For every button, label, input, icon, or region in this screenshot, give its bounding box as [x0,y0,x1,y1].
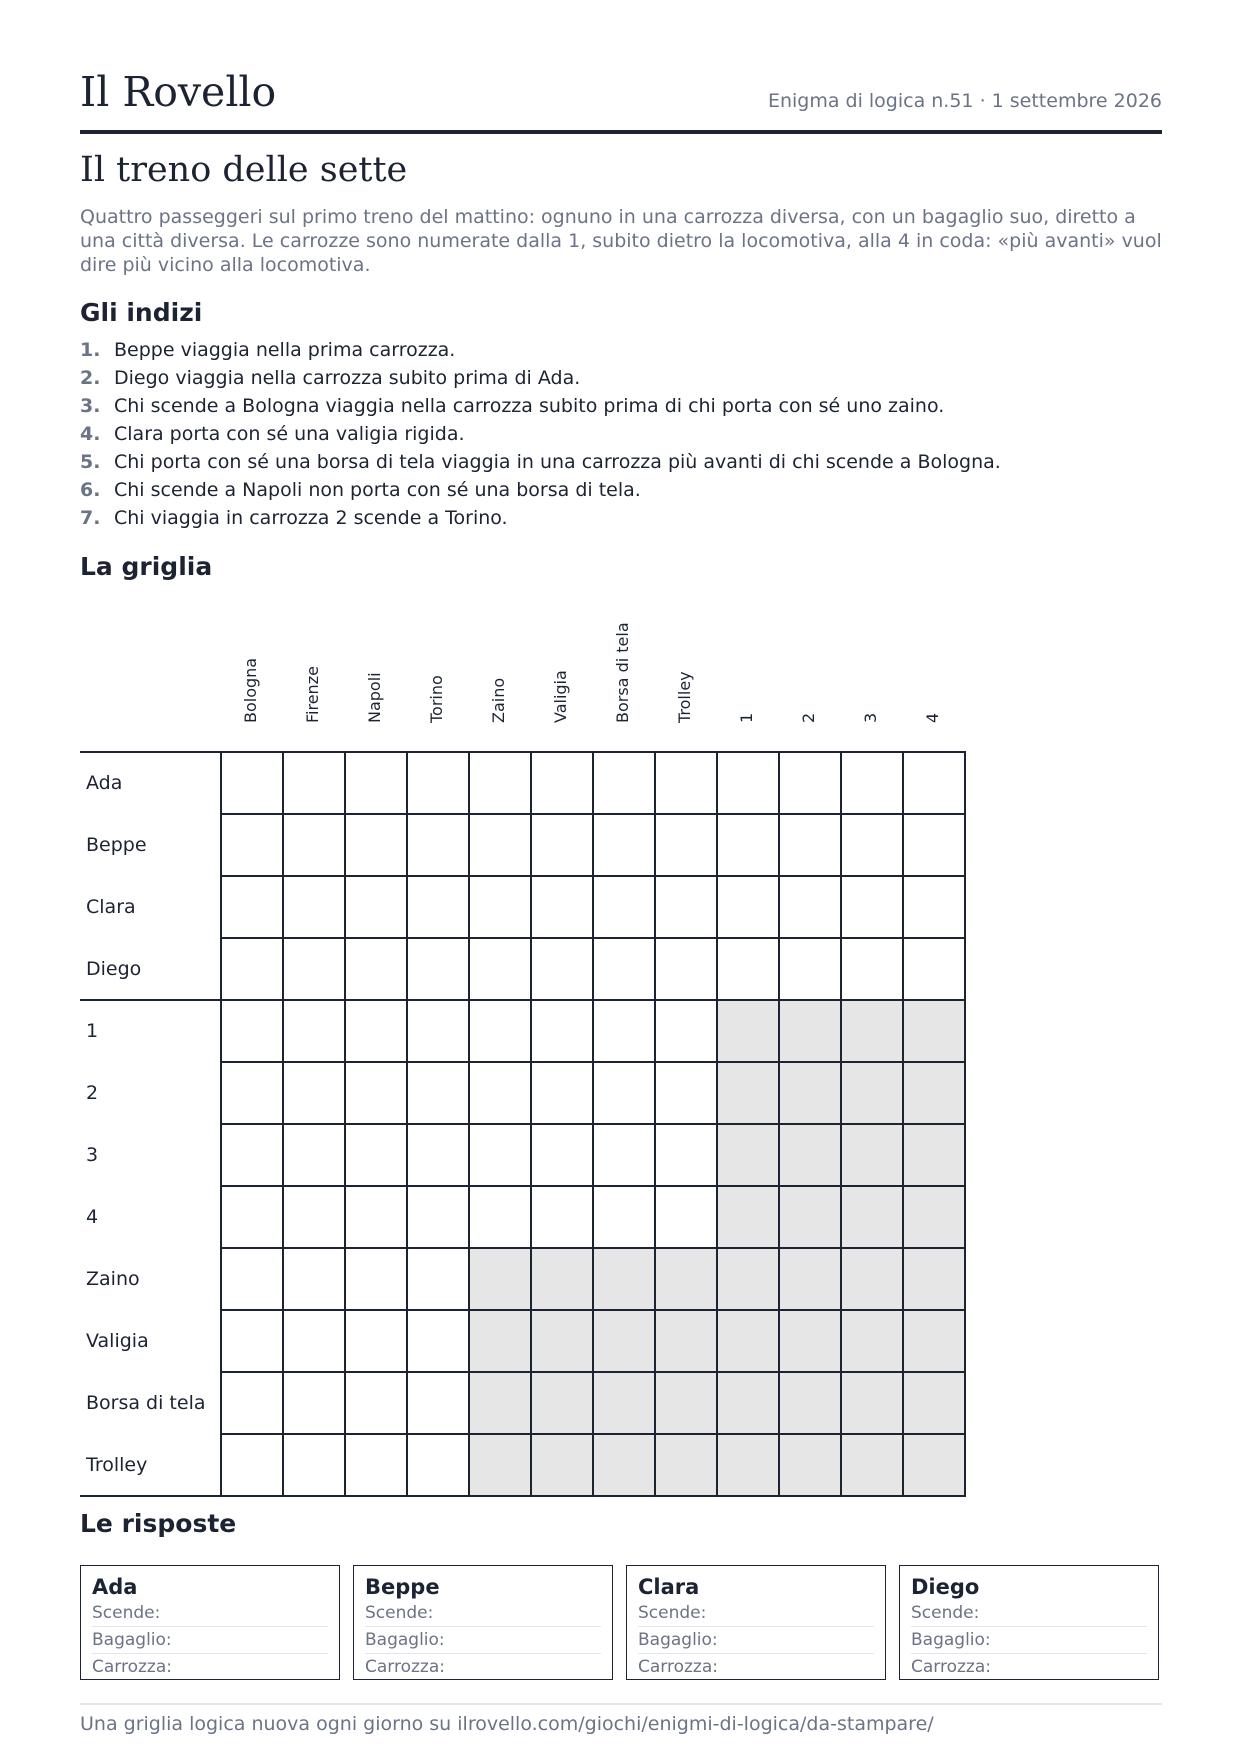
clue-item [80,476,1001,504]
answer-name: Diego [911,1575,980,1599]
row-header: Ada [86,772,123,794]
column-header [407,632,469,752]
grid-cell[interactable] [593,814,655,876]
grid-cell[interactable] [407,752,469,814]
clue-number: 3. [80,395,101,417]
answer-card [899,1565,1159,1680]
grid-cell[interactable] [221,876,283,938]
answers-heading: Le risposte [80,1509,237,1538]
grid-cell[interactable] [593,1000,655,1062]
grid-cell[interactable] [221,1434,283,1496]
grid-cell-blocked [779,1000,841,1062]
grid-cell[interactable] [407,938,469,1000]
column-header-label: Bologna [241,657,260,723]
clue-number: 5. [80,451,101,473]
column-header [655,632,717,752]
grid-cell-blocked [717,1062,779,1124]
grid-cell[interactable] [345,1000,407,1062]
grid-cell-blocked [779,1310,841,1372]
grid-cell[interactable] [283,1434,345,1496]
row-header: 2 [86,1082,99,1104]
grid-cell-blocked [717,1186,779,1248]
grid-cell-blocked [655,1372,717,1434]
grid-cell-blocked [717,1124,779,1186]
grid-cell-blocked [841,1000,903,1062]
grid-cell[interactable] [841,876,903,938]
grid-cell[interactable] [531,1000,593,1062]
clue-item [80,448,1001,476]
grid-cell[interactable] [221,752,283,814]
grid-cell[interactable] [469,1186,531,1248]
grid-cell[interactable] [469,876,531,938]
grid-cell-blocked [655,1310,717,1372]
grid-cell[interactable] [221,814,283,876]
column-header [841,632,903,752]
grid-cell-blocked [841,1186,903,1248]
grid-cell-blocked [779,1248,841,1310]
grid-cell[interactable] [283,1000,345,1062]
grid-cell[interactable] [221,1372,283,1434]
grid-cell[interactable] [407,1434,469,1496]
masthead [80,68,1162,134]
grid-cell[interactable] [345,938,407,1000]
grid-cell[interactable] [655,752,717,814]
grid-cell[interactable] [841,938,903,1000]
grid-divider [80,999,221,1001]
grid-cell[interactable] [593,1062,655,1124]
column-header-label: Zaino [489,677,508,723]
column-header [779,632,841,752]
grid-cell-blocked [593,1248,655,1310]
grid-cell[interactable] [779,938,841,1000]
row-header: 3 [86,1144,99,1166]
grid-cell-blocked [717,1248,779,1310]
grid-cell[interactable] [593,1186,655,1248]
grid-cell[interactable] [407,1000,469,1062]
grid-cell-blocked [531,1310,593,1372]
footer-note: Una griglia logica nuova ogni giorno su ilrovello.com/giochi/enigmi-di-logica/da-stampare/ [80,1703,1162,1739]
grid-cell[interactable] [469,938,531,1000]
grid-cell[interactable] [283,938,345,1000]
grid-cell[interactable] [407,1310,469,1372]
column-header [903,632,965,752]
answer-field[interactable]: Scende: [638,1600,874,1627]
grid-cell[interactable] [407,1248,469,1310]
grid-cell[interactable] [345,1434,407,1496]
grid-cell-blocked [531,1434,593,1496]
row-header: Borsa di tela [86,1392,206,1414]
grid-cell[interactable] [593,876,655,938]
answer-card [626,1565,886,1680]
grid-cell-blocked [841,1310,903,1372]
grid-cell[interactable] [221,1000,283,1062]
grid-cell[interactable] [283,814,345,876]
grid-cell[interactable] [903,876,965,938]
grid-cell-blocked [841,1062,903,1124]
answer-field[interactable]: Bagaglio: [365,1627,601,1654]
column-header-label: Napoli [365,672,384,723]
row-header: Clara [86,896,136,918]
column-header-label: 2 [799,712,818,723]
brand-logo: Il Rovello [80,68,277,116]
grid-cell[interactable] [283,1372,345,1434]
issue-info: Enigma di logica n.51 · 1 settembre 2026 [767,90,1162,112]
grid-cell[interactable] [717,876,779,938]
answer-field[interactable]: Scende: [911,1600,1147,1627]
grid-cell[interactable] [655,938,717,1000]
column-header-label: Trolley [675,671,694,723]
grid-cell[interactable] [283,1124,345,1186]
grid-cell-blocked [469,1434,531,1496]
grid-cell[interactable] [717,752,779,814]
grid-cell[interactable] [655,814,717,876]
grid-cell[interactable] [531,1186,593,1248]
answer-name: Ada [92,1575,138,1599]
grid-cell[interactable] [345,814,407,876]
grid-cell-blocked [655,1434,717,1496]
grid-cell[interactable] [345,752,407,814]
grid-cell[interactable] [469,752,531,814]
grid-cell-blocked [655,1248,717,1310]
grid-cell[interactable] [221,1062,283,1124]
puzzle-intro: Quattro passeggeri sul primo treno del mattino: ognuno in una carrozza diversa, con un bagaglio suo, diretto a una città diversa. Le carrozze sono numerate dalla 1, subito dietro la locomotiva, alla 4 in coda: «più avanti» vuol dire più vicino alla locomotiva. [80,206,1162,276]
grid-cell[interactable] [469,814,531,876]
grid-cell[interactable] [717,814,779,876]
clue-text: Chi porta con sé una borsa di tela viaggia in una carrozza più avanti di chi scende a Bologna. [114,451,1001,473]
puzzle-title: Il treno delle sette [80,150,408,190]
grid-cell[interactable] [283,1248,345,1310]
grid-cell[interactable] [221,1124,283,1186]
grid-cell-blocked [903,1310,965,1372]
grid-cell[interactable] [345,1372,407,1434]
grid-cell[interactable] [655,1186,717,1248]
column-header-label: Torino [427,675,446,723]
grid-cell[interactable] [345,1310,407,1372]
grid-cell[interactable] [283,752,345,814]
row-header: Trolley [86,1454,148,1476]
grid-cell-blocked [779,1372,841,1434]
grid-cell-blocked [903,1000,965,1062]
grid-cell[interactable] [345,1186,407,1248]
grid-cell[interactable] [531,1062,593,1124]
grid-cell[interactable] [407,876,469,938]
answer-field[interactable]: Scende: [365,1600,601,1627]
grid-cell[interactable] [531,876,593,938]
grid-cell-blocked [717,1000,779,1062]
clue-number: 4. [80,423,101,445]
answer-field[interactable]: Carrozza: [365,1657,445,1677]
column-header [345,632,407,752]
clue-item [80,420,1001,448]
grid-cell[interactable] [903,752,965,814]
grid-cell[interactable] [407,814,469,876]
grid-cell[interactable] [531,814,593,876]
grid-cell[interactable] [593,938,655,1000]
column-header-label: Firenze [303,666,322,723]
row-header: 4 [86,1206,99,1228]
column-header-label: 3 [861,712,880,723]
grid-cell-blocked [531,1248,593,1310]
grid-cell[interactable] [655,1124,717,1186]
grid-cell-blocked [903,1248,965,1310]
grid-cell[interactable] [407,1372,469,1434]
clue-number: 1. [80,339,101,361]
grid-cell-blocked [593,1310,655,1372]
grid-cell[interactable] [345,876,407,938]
answer-field[interactable]: Bagaglio: [911,1627,1147,1654]
grid-cell-blocked [531,1372,593,1434]
grid-cell[interactable] [655,1000,717,1062]
answer-name: Clara [638,1575,700,1599]
grid-cell-blocked [469,1310,531,1372]
clue-number: 7. [80,507,101,529]
clue-item [80,364,1001,392]
row-header: Zaino [86,1268,140,1290]
column-header [221,632,283,752]
grid-cell-blocked [779,1124,841,1186]
grid-cell[interactable] [221,1310,283,1372]
grid-cell-blocked [779,1434,841,1496]
grid-cell[interactable] [469,1062,531,1124]
grid-cell-blocked [903,1186,965,1248]
row-header: 1 [86,1020,99,1042]
answer-field[interactable]: Scende: [92,1600,328,1627]
clue-text: Chi viaggia in carrozza 2 scende a Torino. [114,507,508,529]
grid-cell[interactable] [469,1000,531,1062]
clue-text: Chi scende a Bologna viaggia nella carrozza subito prima di chi porta con sé uno zaino. [114,395,945,417]
clue-text: Chi scende a Napoli non porta con sé una borsa di tela. [114,479,641,501]
column-header [717,632,779,752]
grid-cell[interactable] [283,1062,345,1124]
grid-cell-blocked [779,1186,841,1248]
clue-item [80,336,1001,364]
column-header [283,632,345,752]
grid-cell-blocked [903,1434,965,1496]
grid-cell[interactable] [283,1186,345,1248]
grid-cell[interactable] [593,752,655,814]
grid-cell[interactable] [221,938,283,1000]
clue-text: Clara porta con sé una valigia rigida. [114,423,465,445]
grid-cell[interactable] [407,1062,469,1124]
grid-cell[interactable] [345,1062,407,1124]
grid-cell-blocked [469,1372,531,1434]
row-header: Diego [86,958,142,980]
answer-card [353,1565,613,1680]
grid-cell-blocked [717,1434,779,1496]
grid-cell-blocked [903,1372,965,1434]
grid-cell-blocked [903,1062,965,1124]
grid-cell-blocked [593,1434,655,1496]
grid-cell-blocked [593,1372,655,1434]
grid-cell[interactable] [531,1124,593,1186]
column-header-label: 4 [923,712,942,723]
grid-cell[interactable] [655,1062,717,1124]
clue-number: 2. [80,367,101,389]
clue-item [80,504,1001,532]
grid-cell-blocked [779,1062,841,1124]
grid-cell-blocked [841,1124,903,1186]
clues-heading: Gli indizi [80,298,203,327]
grid-cell[interactable] [717,938,779,1000]
grid-cell[interactable] [283,876,345,938]
grid-cell[interactable] [345,1124,407,1186]
column-header [469,632,531,752]
grid-cell[interactable] [903,814,965,876]
column-header [593,622,655,752]
grid-cell[interactable] [345,1248,407,1310]
clue-list [80,336,1001,532]
answer-field[interactable]: Bagaglio: [638,1627,874,1654]
grid-cell[interactable] [841,814,903,876]
grid-cell-blocked [903,1124,965,1186]
column-header-label: Valigia [551,670,570,723]
grid-cell[interactable] [779,814,841,876]
grid-cell-blocked [841,1372,903,1434]
clue-number: 6. [80,479,101,501]
clue-item [80,392,1001,420]
grid-cell[interactable] [655,876,717,938]
column-header-label: Borsa di tela [613,622,632,723]
clue-text: Beppe viaggia nella prima carrozza. [114,339,456,361]
grid-cell-blocked [717,1310,779,1372]
grid-cell[interactable] [531,752,593,814]
answer-field[interactable]: Carrozza: [638,1657,718,1677]
answer-field[interactable]: Carrozza: [911,1657,991,1677]
grid-cell[interactable] [593,1124,655,1186]
grid-cell-blocked [841,1434,903,1496]
grid-cell-blocked [469,1248,531,1310]
grid-cell-blocked [841,1248,903,1310]
column-header-label: 1 [737,712,756,723]
grid-cell[interactable] [779,752,841,814]
grid-cell[interactable] [221,1186,283,1248]
grid-cell[interactable] [903,938,965,1000]
grid-cell[interactable] [841,752,903,814]
grid-cell[interactable] [531,938,593,1000]
column-header [531,632,593,752]
grid-cell-blocked [717,1372,779,1434]
grid-cell[interactable] [283,1310,345,1372]
grid-cell[interactable] [469,1124,531,1186]
row-header: Valigia [86,1330,149,1352]
answer-field[interactable]: Carrozza: [92,1657,172,1677]
row-header: Beppe [86,834,147,856]
answer-field[interactable]: Bagaglio: [92,1627,328,1654]
grid-cell[interactable] [407,1186,469,1248]
answer-name: Beppe [365,1575,440,1599]
grid-cell[interactable] [407,1124,469,1186]
grid-cell[interactable] [221,1248,283,1310]
grid-heading: La griglia [80,552,213,581]
grid-cell[interactable] [779,876,841,938]
clue-text: Diego viaggia nella carrozza subito prima di Ada. [114,367,581,389]
answer-card [80,1565,340,1680]
